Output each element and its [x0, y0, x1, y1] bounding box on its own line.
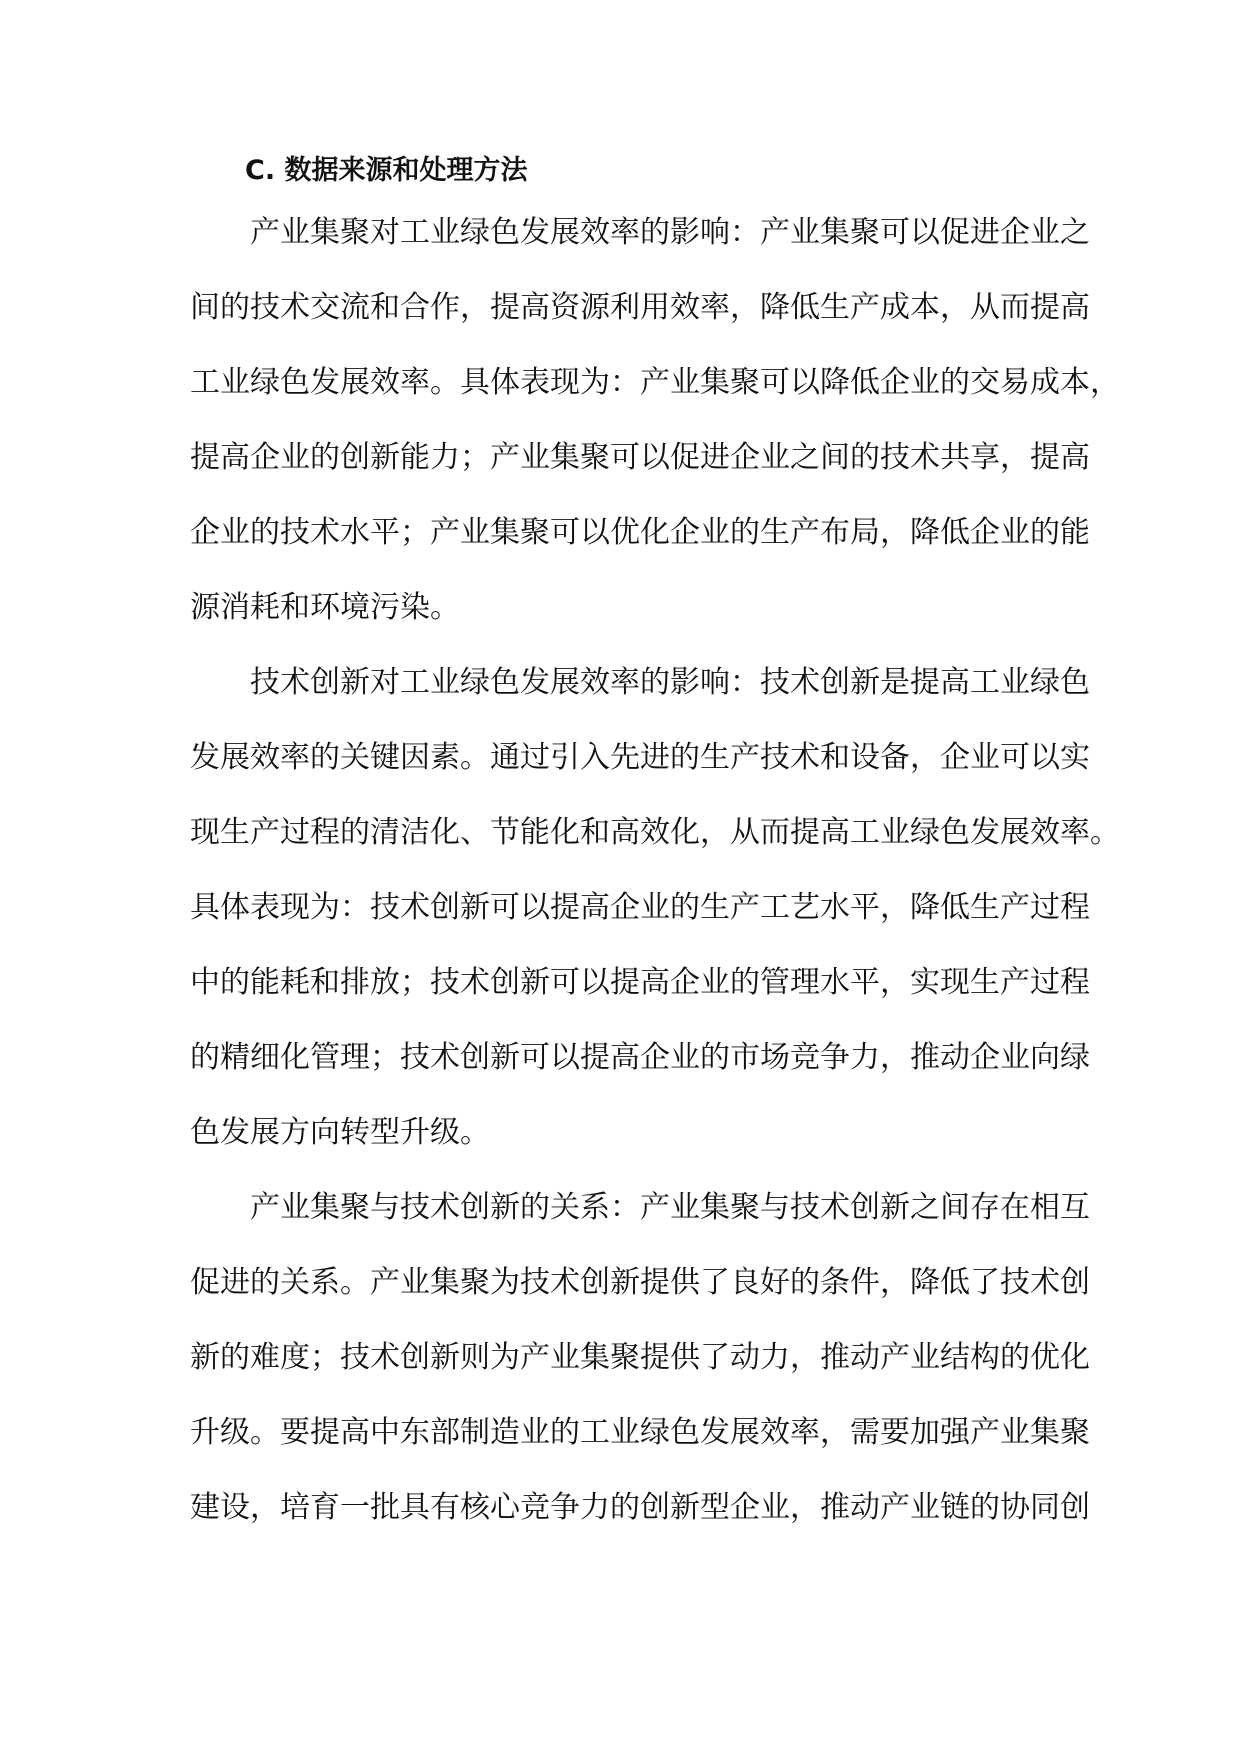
paragraph-line: 中的能耗和排放；技术创新可以提高企业的管理水平，实现生产过程: [190, 965, 1090, 1000]
paragraph-line: 发展效率的关键因素。通过引入先进的生产技术和设备，企业可以实: [190, 740, 1090, 775]
paragraph-line: 间的技术交流和合作，提高资源利用效率，降低生产成本，从而提高: [190, 290, 1090, 325]
paragraph-relationship: [190, 1170, 1090, 1545]
paragraph-line: 源消耗和环境污染。: [190, 590, 460, 625]
paragraph-line: 工业绿色发展效率。具体表现为：产业集聚可以降低企业的交易成本，: [190, 365, 1120, 400]
paragraph-line: 建设，培育一批具有核心竞争力的创新型企业，推动产业链的协同创: [190, 1490, 1090, 1525]
paragraph-line: 产业集聚与技术创新的关系：产业集聚与技术创新之间存在相互: [250, 1190, 1090, 1225]
paragraph-line: 产业集聚对工业绿色发展效率的影响：产业集聚可以促进企业之: [250, 215, 1090, 250]
paragraph-line: 具体表现为：技术创新可以提高企业的生产工艺水平，降低生产过程: [190, 890, 1090, 925]
paragraph-line: 升级。要提高中东部制造业的工业绿色发展效率，需要加强产业集聚: [190, 1415, 1090, 1450]
section-heading: C. 数据来源和处理方法: [245, 155, 528, 186]
paragraph-line: 现生产过程的清洁化、节能化和高效化，从而提高工业绿色发展效率。: [190, 815, 1120, 850]
paragraph-line: 提高企业的创新能力；产业集聚可以促进企业之间的技术共享，提高: [190, 440, 1090, 475]
paragraph-line: 新的难度；技术创新则为产业集聚提供了动力，推动产业结构的优化: [190, 1340, 1090, 1375]
paragraph-line: 色发展方向转型升级。: [190, 1115, 490, 1150]
paragraph-industrial-agglomeration: [190, 195, 1120, 645]
paragraph-line: 的精细化管理；技术创新可以提高企业的市场竞争力，推动企业向绿: [190, 1040, 1090, 1075]
paragraph-line: 企业的技术水平；产业集聚可以优化企业的生产布局，降低企业的能: [190, 515, 1090, 550]
paragraph-technological-innovation: [190, 645, 1120, 1170]
paragraph-line: 促进的关系。产业集聚为技术创新提供了良好的条件，降低了技术创: [190, 1265, 1090, 1300]
paragraph-line: 技术创新对工业绿色发展效率的影响：技术创新是提高工业绿色: [250, 665, 1090, 700]
